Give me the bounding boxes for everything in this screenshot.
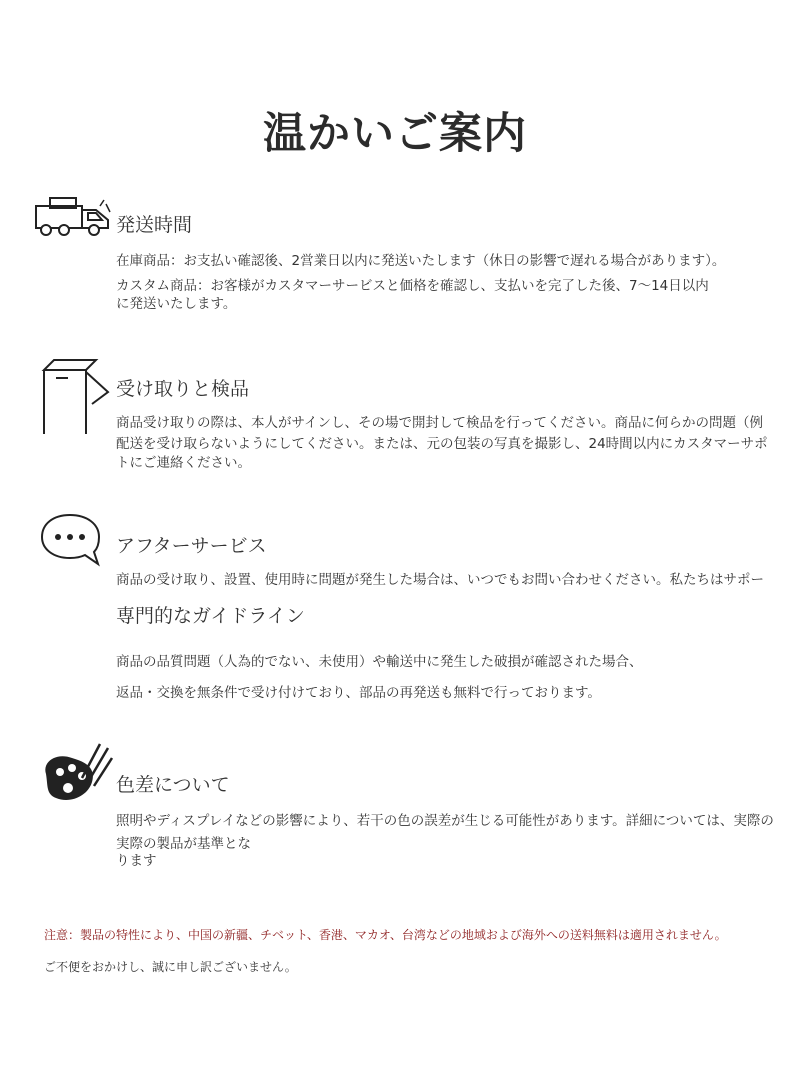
- shipping-text-line-3: に発送いたします。: [116, 296, 237, 312]
- page-title: 温かいご案内: [263, 109, 527, 159]
- shipping-text-line-2: カスタム商品：お客様がカスタマーサービスと価格を確認し、支払いを完了した後、7〜14日以内: [116, 278, 709, 294]
- shipping-exclusion-notice: 注意：製品の特性により、中国の新疆、チベット、香港、マカオ、台湾などの地域および海外への送料無料は適用されません。: [44, 928, 727, 942]
- section-heading-receipt: 受け取りと検品: [116, 378, 250, 400]
- section-heading-shipping: 発送時間: [116, 214, 193, 236]
- apology-text: ご不便をおかけし、誠に申し訳ございません。: [44, 960, 297, 974]
- color-text-line-2: 実際の製品が基準とな: [116, 836, 251, 852]
- color-text-line-1: 照明やディスプレイなどの影響により、若干の色の誤差が生じる可能性があります。詳細については、実際の: [116, 813, 774, 829]
- section-heading-after-service: アフターサービス: [116, 535, 267, 557]
- receipt-text-line-2: 配送を受け取らないようにしてください。または、元の包装の写真を撮影し、24時間以内にカスタマーサポ: [116, 436, 768, 452]
- after-service-text-line-1: 商品の受け取り、設置、使用時に問題が発生した場合は、いつでもお問い合わせください。私たちはサポー: [116, 572, 764, 588]
- receipt-text-line-3: トにご連絡ください。: [116, 455, 251, 471]
- guidelines-text-line-1: 商品の品質問題（人為的でない、未使用）や輸送中に発生した破損が確認された場合、: [116, 654, 643, 670]
- section-heading-color-difference: 色差について: [116, 774, 230, 796]
- shipping-text-line-1: 在庫商品：お支払い確認後、2営業日以内に発送いたします（休日の影響で遅れる場合があります）。: [116, 253, 726, 269]
- paint-palette-icon: [38, 738, 116, 808]
- receipt-text-line-1: 商品受け取りの際は、本人がサインし、その場で開封して検品を行ってください。商品に何らかの問題（例: [116, 415, 764, 431]
- color-text-line-3: ります: [116, 853, 157, 869]
- delivery-truck-icon: [34, 196, 114, 240]
- package-box-icon: [40, 358, 112, 438]
- guidelines-text-line-2: 返品・交換を無条件で受け付けており、部品の再発送も無料で行っております。: [116, 685, 601, 701]
- section-subheading-guidelines: 専門的なガイドライン: [116, 605, 305, 627]
- chat-bubble-icon: [38, 512, 104, 568]
